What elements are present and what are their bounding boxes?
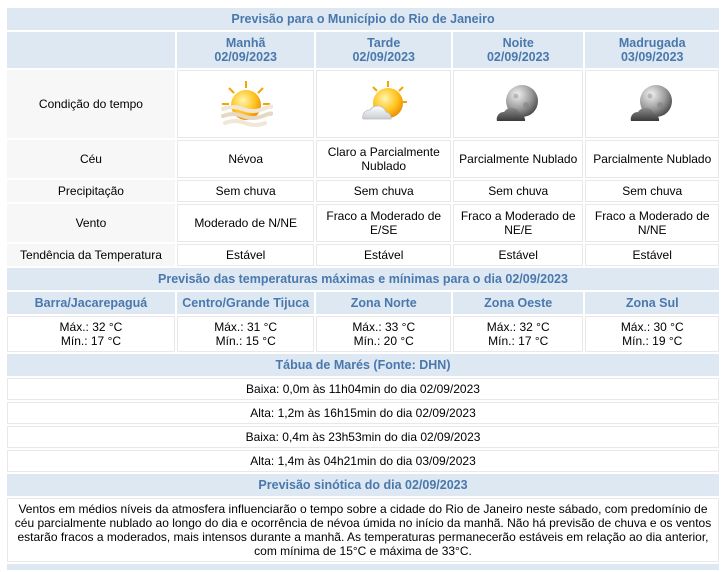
forecast-table	[5, 6, 721, 572]
condition-cell-madrugada	[585, 70, 719, 138]
precipitacao-madrugada: Sem chuva	[585, 180, 719, 202]
corner-cell	[7, 32, 175, 68]
ceu-madrugada: Parcialmente Nublado	[585, 140, 719, 178]
ceu-manha: Névoa	[177, 140, 315, 178]
zone-temps-barra: Máx.: 32 °C Mín.: 17 °C	[7, 316, 175, 352]
tide-row: Baixa: 0,0m às 11h04min do dia 02/09/2023	[7, 378, 719, 400]
ceu-noite: Parcialmente Nublado	[453, 140, 583, 178]
forecast-panel	[6, 6, 720, 572]
period-header-manha: Manhã 02/09/2023	[177, 32, 315, 68]
sun-cloud-icon	[357, 79, 411, 129]
moon-cloud-icon	[491, 79, 545, 129]
row-label-tendencia: Tendência da Temperatura	[7, 244, 175, 266]
zone-name-sul: Zona Sul	[585, 292, 719, 314]
vento-noite: Fraco a Moderado de NE/E	[453, 204, 583, 242]
moon-cloud-icon	[625, 79, 679, 129]
period-header-tarde: Tarde 02/09/2023	[316, 32, 451, 68]
period-header-noite: Noite 02/09/2023	[453, 32, 583, 68]
row-label-ceu: Céu	[7, 140, 175, 178]
temps-title: Previsão das temperaturas máximas e mínimas para o dia 02/09/2023	[7, 268, 719, 290]
zone-name-norte: Zona Norte	[316, 292, 451, 314]
row-label-precipitacao: Precipitação	[7, 180, 175, 202]
zone-temps-norte: Máx.: 33 °C Mín.: 20 °C	[316, 316, 451, 352]
tide-row: Alta: 1,4m às 04h21min do dia 03/09/2023	[7, 450, 719, 472]
precipitacao-tarde: Sem chuva	[316, 180, 451, 202]
zone-name-oeste: Zona Oeste	[453, 292, 583, 314]
condition-cell-noite	[453, 70, 583, 138]
vento-madrugada: Fraco a Moderado de N/NE	[585, 204, 719, 242]
ceu-tarde: Claro a Parcialmente Nublado	[316, 140, 451, 178]
sinotica-text: Ventos em médios níveis da atmosfera influenciarão o tempo sobre a cidade do Rio de Janeiro neste sábado, com predomínio de céu parcialmente nublado ao longo do dia e ocorrência de névoa úmida no início da manhã. Não há previsão de chuva e os ventos estarão fracos a moderados, mais intensos durante a manhã. As temperaturas permanecerão estáveis em relação ao dia anterior, com mínima de 15°C e máxima de 33°C.	[7, 498, 719, 562]
zone-name-centro: Centro/Grande Tijuca	[177, 292, 315, 314]
zone-temps-centro: Máx.: 31 °C Mín.: 15 °C	[177, 316, 315, 352]
tide-row: Baixa: 0,4m às 23h53min do dia 02/09/2023	[7, 426, 719, 448]
row-label-vento: Vento	[7, 204, 175, 242]
row-label-condicao: Condição do tempo	[7, 70, 175, 138]
condition-cell-manha	[177, 70, 315, 138]
vento-tarde: Fraco a Moderado de E/SE	[316, 204, 451, 242]
zone-temps-sul: Máx.: 30 °C Mín.: 19 °C	[585, 316, 719, 352]
zone-temps-oeste: Máx.: 32 °C Mín.: 17 °C	[453, 316, 583, 352]
tide-row: Alta: 1,2m às 16h15min do dia 02/09/2023	[7, 402, 719, 424]
tides-title: Tábua de Marés (Fonte: DHN)	[7, 354, 719, 376]
tendencia-noite: Estável	[453, 244, 583, 266]
tendencia-madrugada: Estável	[585, 244, 719, 266]
zone-name-barra: Barra/Jacarepaguá	[7, 292, 175, 314]
tendencia-manha: Estável	[177, 244, 315, 266]
vento-manha: Moderado de N/NE	[177, 204, 315, 242]
tendencia-tarde: Estável	[316, 244, 451, 266]
sun-mist-icon	[219, 79, 273, 129]
table-footer-bar	[7, 564, 719, 570]
sinotica-title: Previsão sinótica do dia 02/09/2023	[7, 474, 719, 496]
condition-cell-tarde	[316, 70, 451, 138]
forecast-title: Previsão para o Município do Rio de Janeiro	[7, 8, 719, 30]
precipitacao-manha: Sem chuva	[177, 180, 315, 202]
period-header-madrugada: Madrugada 03/09/2023	[585, 32, 719, 68]
precipitacao-noite: Sem chuva	[453, 180, 583, 202]
